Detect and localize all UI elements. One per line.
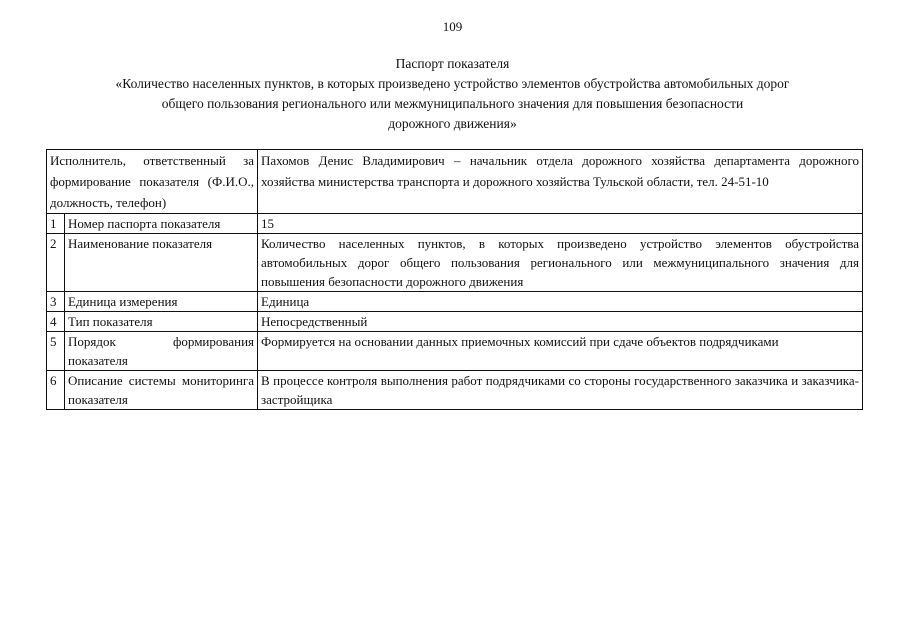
responsible-value: Пахомов Денис Владимирович – начальник отдела дорожного хозяйства департамента дорожного хозяйства министерства транспорта и дорожного хозяйства Тульской области, тел. 24-51-10 — [258, 150, 863, 214]
row-number: 2 — [47, 234, 65, 292]
indicator-title-line-2: общего пользования регионального или межмуниципального значения для повышения безопасности — [161, 96, 744, 111]
table-row — [47, 371, 863, 410]
row-number: 5 — [47, 332, 65, 371]
row-label: Порядок формирования показателя — [65, 332, 258, 371]
row-label: Единица измерения — [65, 292, 258, 312]
responsible-label: Исполнитель, ответственный за формирование показателя (Ф.И.О., должность, телефон) — [47, 150, 258, 214]
row-value: Формируется на основании данных приемочных комиссий при сдаче объектов подрядчиками — [258, 332, 863, 371]
row-number: 1 — [47, 214, 65, 234]
table-row — [47, 292, 863, 312]
row-label: Наименование показателя — [65, 234, 258, 292]
document-header — [0, 54, 905, 134]
indicator-title-line-1: «Количество населенных пунктов, в которых произведено устройство элементов обустройства автомобильных дорог — [115, 76, 790, 91]
passport-title: Паспорт показателя — [395, 56, 510, 71]
row-value: Непосредственный — [258, 312, 863, 332]
row-value: 15 — [258, 214, 863, 234]
passport-table — [46, 149, 863, 410]
table-row — [47, 214, 863, 234]
row-number: 3 — [47, 292, 65, 312]
table-row-responsible — [47, 150, 863, 214]
row-value: В процессе контроля выполнения работ подрядчиками со стороны государственного заказчика и заказчика-застройщика — [258, 371, 863, 410]
row-number: 4 — [47, 312, 65, 332]
table-row — [47, 234, 863, 292]
row-value: Единица — [258, 292, 863, 312]
table-row — [47, 312, 863, 332]
table-row — [47, 332, 863, 371]
row-label: Номер паспорта показателя — [65, 214, 258, 234]
row-value: Количество населенных пунктов, в которых произведено устройство элементов обустройства автомобильных дорог общего пользования регионального или межмуниципального значения для повышения безопасности дорожного движения — [258, 234, 863, 292]
indicator-title-line-3: дорожного движения» — [388, 116, 517, 131]
row-label: Тип показателя — [65, 312, 258, 332]
row-number: 6 — [47, 371, 65, 410]
row-label: Описание системы мониторинга показателя — [65, 371, 258, 410]
page-number: 109 — [442, 19, 463, 34]
